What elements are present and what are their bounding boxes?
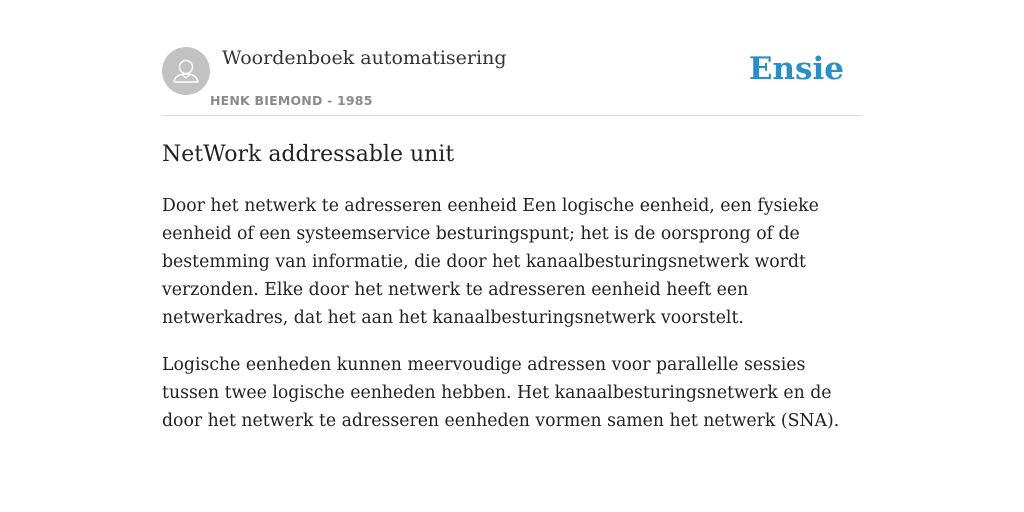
entry-paragraph-2: Logische eenheden kunnen meervoudige adressen voor parallelle sessies tussen twee logische eenheden hebben. Het kanaalbesturingsnetwerk en de door het netwerk te adresseren eenheden vormen samen het netwerk (SNA). [162,355,840,431]
book-title-link[interactable]: Woordenboek automatisering [222,47,507,69]
entry-card [162,46,862,435]
user-silhouette-icon [162,47,210,95]
entry-paragraph-1: Door het netwerk te adresseren eenheid Een logische eenheid, een fysieke eenheid of een systeemservice besturingspunt; het is de oorsprong of de bestemming van informatie, die door het kanaalbesturingsnetwerk wordt verzonden. Elke door het netwerk te adresseren eenheid heeft een netwerkadres, dat het aan het kanaalbesturingsnetwerk voorstelt. [162,196,819,328]
ensie-logo[interactable]: Ensie [748,51,844,87]
author-byline: HENK BIEMOND - 1985 [210,93,373,108]
entry-header [162,46,862,116]
entry-title: NetWork addressable unit [162,142,455,167]
author-avatar[interactable] [162,47,210,95]
